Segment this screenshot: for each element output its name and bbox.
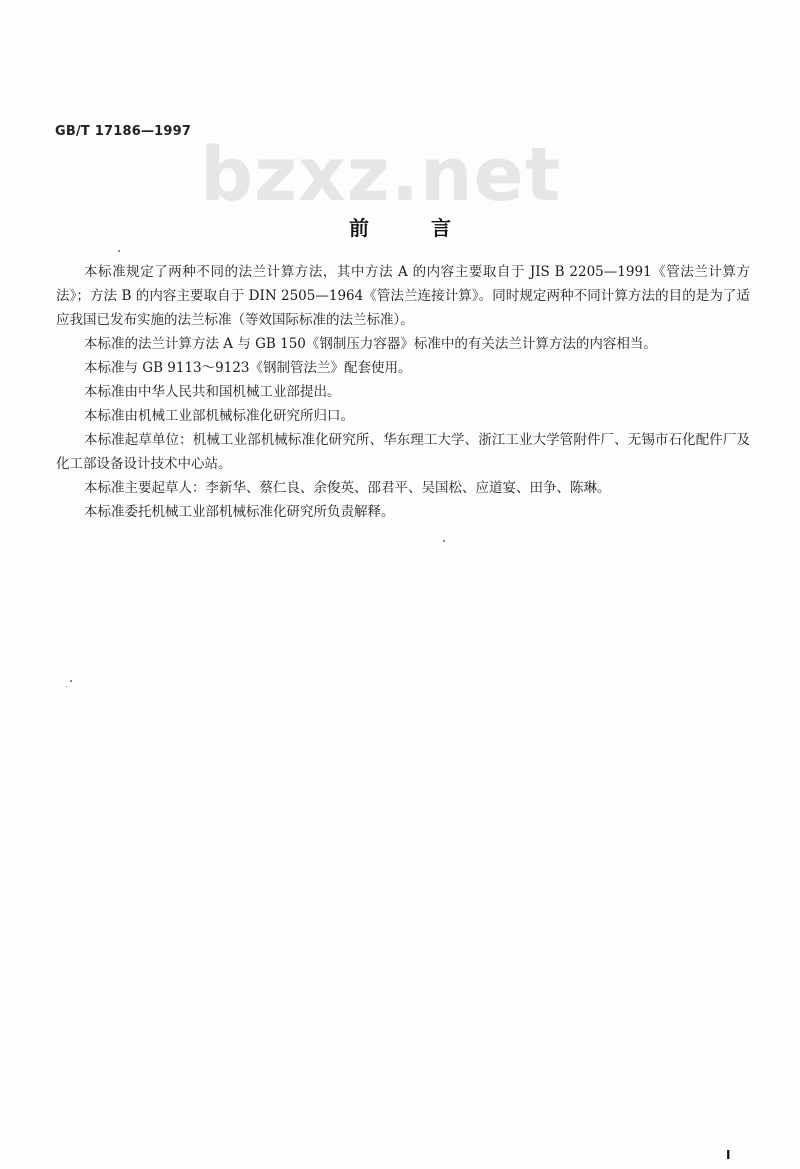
page-number: I (726, 1148, 731, 1162)
scan-speck (118, 250, 120, 252)
paragraph: 本标准由机械工业部机械标准化研究所归口。 (84, 408, 354, 424)
scan-speck (70, 680, 72, 682)
standard-number: GB/T 17186—1997 (55, 124, 192, 139)
paragraph: 本标准主要起草人：李新华、蔡仁良、余俊英、邵君平、吴国松、应道宴、田争、陈琳。 (84, 480, 611, 496)
paragraph: 本标准起草单位：机械工业部机械标准化研究所、华东理工大学、浙江工业大学管附件厂、无锡市石化配件厂及化工部设备设计技术中心站。 (56, 432, 750, 472)
scan-speck (66, 686, 67, 687)
paragraph: 本标准的法兰计算方法 A 与 GB 150《钢制压力容器》标准中的有关法兰计算方法的内容相当。 (84, 336, 657, 352)
paragraph: 本标准委托机械工业部机械标准化研究所负责解释。 (84, 504, 395, 520)
paragraph: 本标准规定了两种不同的法兰计算方法，其中方法 A 的内容主要取自于 JIS B 2205—1991《管法兰计算方法》；方法 B 的内容主要取自于 DIN 2505—1964《管法兰连接计算》。同时规定两种不同计算方法的目的是为了适应我国已发布实施的法兰标准（等效国际标准的法兰标准）。 (56, 264, 750, 328)
scan-speck (443, 540, 445, 542)
paragraph: 本标准由中华人民共和国机械工业部提出。 (84, 384, 341, 400)
page-title: 前言 (349, 216, 513, 240)
foreword-body (56, 260, 750, 524)
paragraph: 本标准与 GB 9113～9123《钢制管法兰》配套使用。 (84, 360, 412, 376)
watermark: bzxz.net (200, 132, 562, 218)
